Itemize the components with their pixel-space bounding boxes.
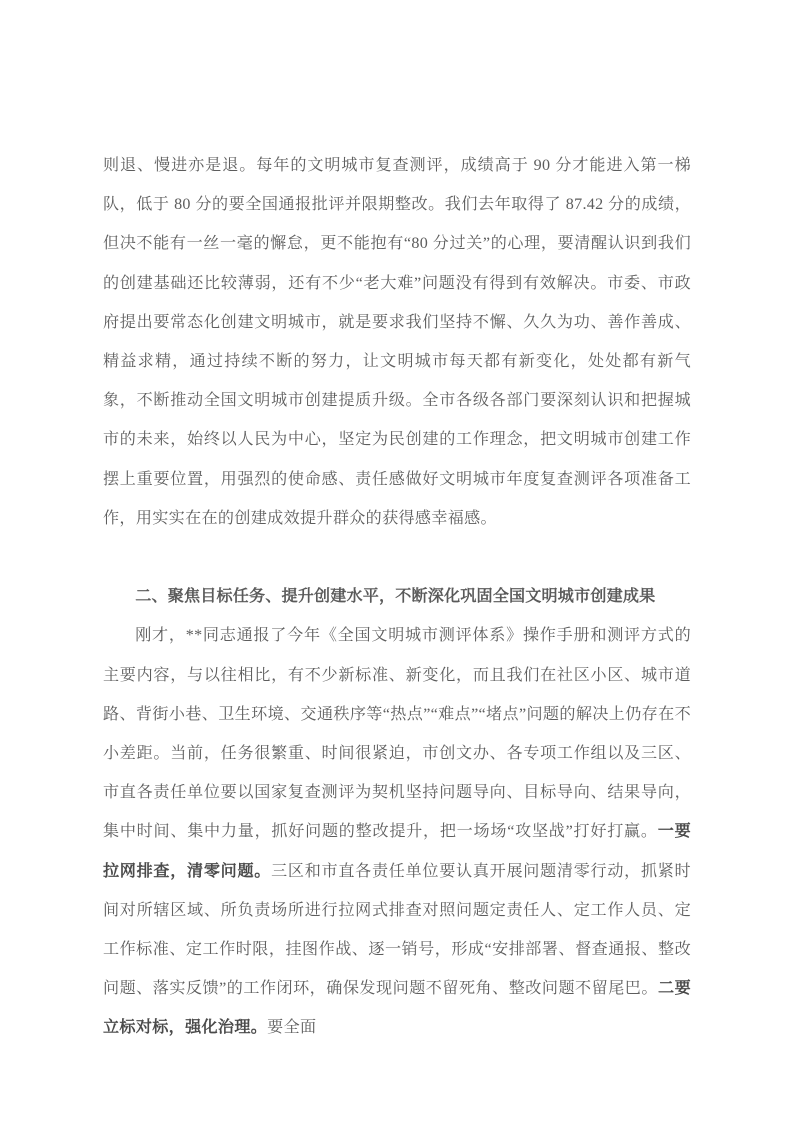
text-run-normal-2: 三区和市直各责任单位要认真开展问题清零行动，抓紧时间对所辖区域、所负责场所进行拉网式排查对照问题定责任人、定工作人员、定工作标准、定工作时限，挂图作战、逐一销号，形成“安排部署、督查通报、整改问题、落实反馈”的工作闭环，确保发现问题不留死角、整改问题不留尾巴。 — [103, 862, 691, 998]
paragraph-section-two-body — [103, 616, 691, 1047]
document-text-body — [103, 146, 691, 1048]
text-run-bold-1: 一要拉网排查，清零问题。 — [103, 823, 691, 880]
text-run-bold-2: 二要立标对标，强化治理。 — [103, 980, 691, 1037]
paragraph-continuation: 则退、慢进亦是退。每年的文明城市复查测评，成绩高于 90 分才能进入第一梯队，低于 80 分的要全国通报批评并限期整改。我们去年取得了 87.42 分的成绩，但决不能有一丝一毫的懈怠，更不能抱有“80 分过关”的心理，要清醒认识到我们的创建基础还比较薄弱，还有不少“老大难”问题没有得到有效解决。市委、市政府提出要常态化创建文明城市，就是要求我们坚持不懈、久久为功、善作善成、精益求精，通过持续不断的努力，让文明城市每天都有新变化，处处都有新气象，不断推动全国文明城市创建提质升级。全市各级各部门要深刻认识和把握城市的未来，始终以人民为中心，坚定为民创建的工作理念，把文明城市创建工作摆上重要位置，用强烈的使命感、责任感做好文明城市年度复查测评各项准备工作，用实实在在的创建成效提升群众的获得感幸福感。 — [103, 157, 691, 527]
text-run-normal-1: 刚才，**同志通报了今年《全国文明城市测评体系》操作手册和测评方式的主要内容，与以往相比，有不少新标准、新变化，而且我们在社区小区、城市道路、背街小巷、卫生环境、交通秩序等“热点”“难点”“堵点”问题的解决上仍存在不小差距。当前，任务很繁重、时间很紧迫，市创文办、各专项工作组以及三区、市直各责任单位要以国家复查测评为契机坚持问题导向、目标导向、结果导向，集中时间、集中力量，抓好问题的整改提升，把一场场“攻坚战”打好打赢。 — [103, 627, 691, 841]
paragraph-spacer — [103, 538, 691, 577]
heading-section-two: 二、聚焦目标任务、提升创建水平，不断深化巩固全国文明城市创建成果 — [135, 588, 656, 606]
text-run-normal-3: 要全面 — [267, 1019, 317, 1037]
